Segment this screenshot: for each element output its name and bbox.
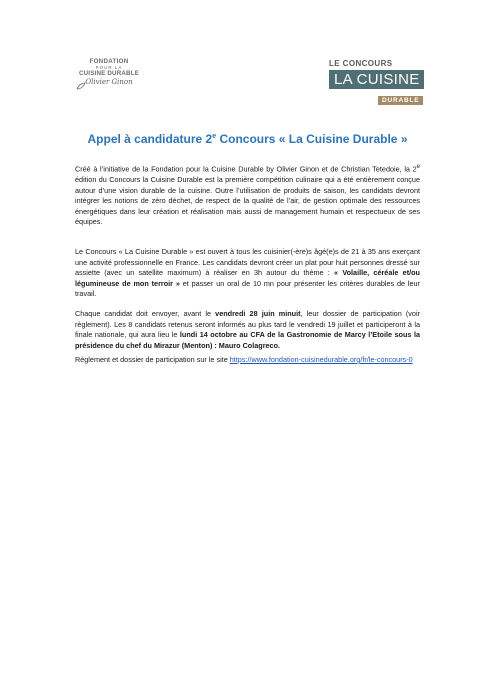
paragraph-intro (75, 162, 420, 228)
p3-text-a: Chaque candidat doit envoyer, avant le (75, 309, 216, 318)
logo-leaf-icon (76, 82, 86, 90)
p3-text-b: , leur dossier de participation (voir règlement). Les 8 candidats retenus seront informés au plus tard le vendredi 19 juillet et participeront à la finale nationale, qui aura lieu le (75, 309, 420, 340)
paragraph-rules (75, 355, 420, 366)
p1-text-a: Créé à l’initiative de la Fondation pour la Cuisine Durable by Olivier Ginon et de Christian Tetedoie, la 2 (75, 164, 417, 174)
concours-link[interactable]: https://www.fondation-cuisinedurable.org/fr/le-concours-0 (229, 355, 413, 364)
concours-logo (329, 59, 431, 104)
paragraph-dates (75, 309, 420, 351)
p2-text-a: Le Concours « La Cuisine Durable » est ouvert à tous les cuisinier(-ère)s âgé(e)s de 21 à 35 ans exerçant une activité professionnelle en France. Les candidats devront créer un plat pour huit personnes dressé sur assiette (avec un satellite maximum) à réaliser en 3h autour du thème : (75, 247, 420, 278)
concours-logo-main: LA CUISINE (329, 70, 424, 89)
p2-text-b: et passer un oral de 10 mn pour présenter les critères durables de leur travail. (75, 278, 421, 299)
logo-line-pour-la: POUR LA (95, 65, 123, 70)
p3-deadline: vendredi 28 juin minuit (215, 309, 301, 318)
p1-sup: e (416, 164, 420, 170)
logo-line-cuisine-durable: CUISINE DURABLE (78, 70, 140, 77)
p2-theme: « Volaille, céréale et/ou légumineuse de mon terroir » (75, 268, 420, 288)
logo-signature: Olivier Ginon (85, 78, 133, 86)
page-title (0, 132, 495, 146)
title-sup: e (212, 133, 217, 140)
paragraph-eligibility (75, 247, 420, 300)
title-after: Concours « La Cuisine Durable » (216, 132, 408, 146)
fondation-logo (72, 58, 146, 86)
concours-logo-sub: DURABLE (378, 96, 423, 105)
p1-text-b: édition du Concours la Cuisine Durable est la première compétition culinaire qui a été entièrement conçue autour d’une vision durable de la cuisine. Outre l’utilisation de produits de saison, les candidats devront intégrer les notions de zéro déchet, de respect de la qualité de l’air, de gestion optimale des ressources énergétiques dans leur création et réalisation mais aussi de management humain et respectueux de ses équipes. (75, 175, 420, 227)
concours-logo-top: LE CONCOURS (329, 59, 393, 68)
p4-text-a: Règlement et dossier de participation sur le site (75, 355, 230, 364)
p3-final: lundi 14 octobre au CFA de la Gastronomie de Marcy l’Etoile sous la présidence du chef du Mirazur (Menton) : Mauro Colagreco. (75, 330, 420, 350)
title-before: Appel à candidature 2 (87, 132, 213, 146)
logo-line-fondation: FONDATION (89, 58, 129, 65)
